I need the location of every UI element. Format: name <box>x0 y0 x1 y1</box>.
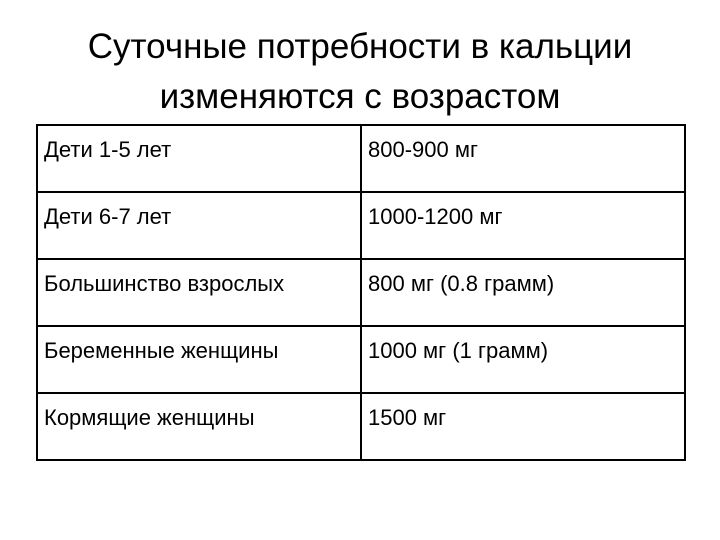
age-group-cell: Большинство взрослых <box>37 259 361 326</box>
daily-amount-cell: 1500 мг <box>361 393 685 460</box>
table-row <box>37 259 685 326</box>
table-row <box>37 326 685 393</box>
daily-amount-cell: 1000-1200 мг <box>361 192 685 259</box>
daily-amount-cell: 800 мг (0.8 грамм) <box>361 259 685 326</box>
table-row <box>37 125 685 192</box>
age-group-cell: Дети 1-5 лет <box>37 125 361 192</box>
age-group-cell: Дети 6-7 лет <box>37 192 361 259</box>
table-row <box>37 393 685 460</box>
daily-amount-cell: 1000 мг (1 грамм) <box>361 326 685 393</box>
age-group-cell: Беременные женщины <box>37 326 361 393</box>
daily-amount-cell: 800-900 мг <box>361 125 685 192</box>
table-row <box>37 192 685 259</box>
title-line-2: изменяются с возрастом <box>159 77 561 116</box>
title-line-1: Суточные потребности в кальции <box>87 27 633 66</box>
age-group-cell: Кормящие женщины <box>37 393 361 460</box>
slide-title <box>0 22 720 122</box>
calcium-requirements-table <box>36 124 686 461</box>
